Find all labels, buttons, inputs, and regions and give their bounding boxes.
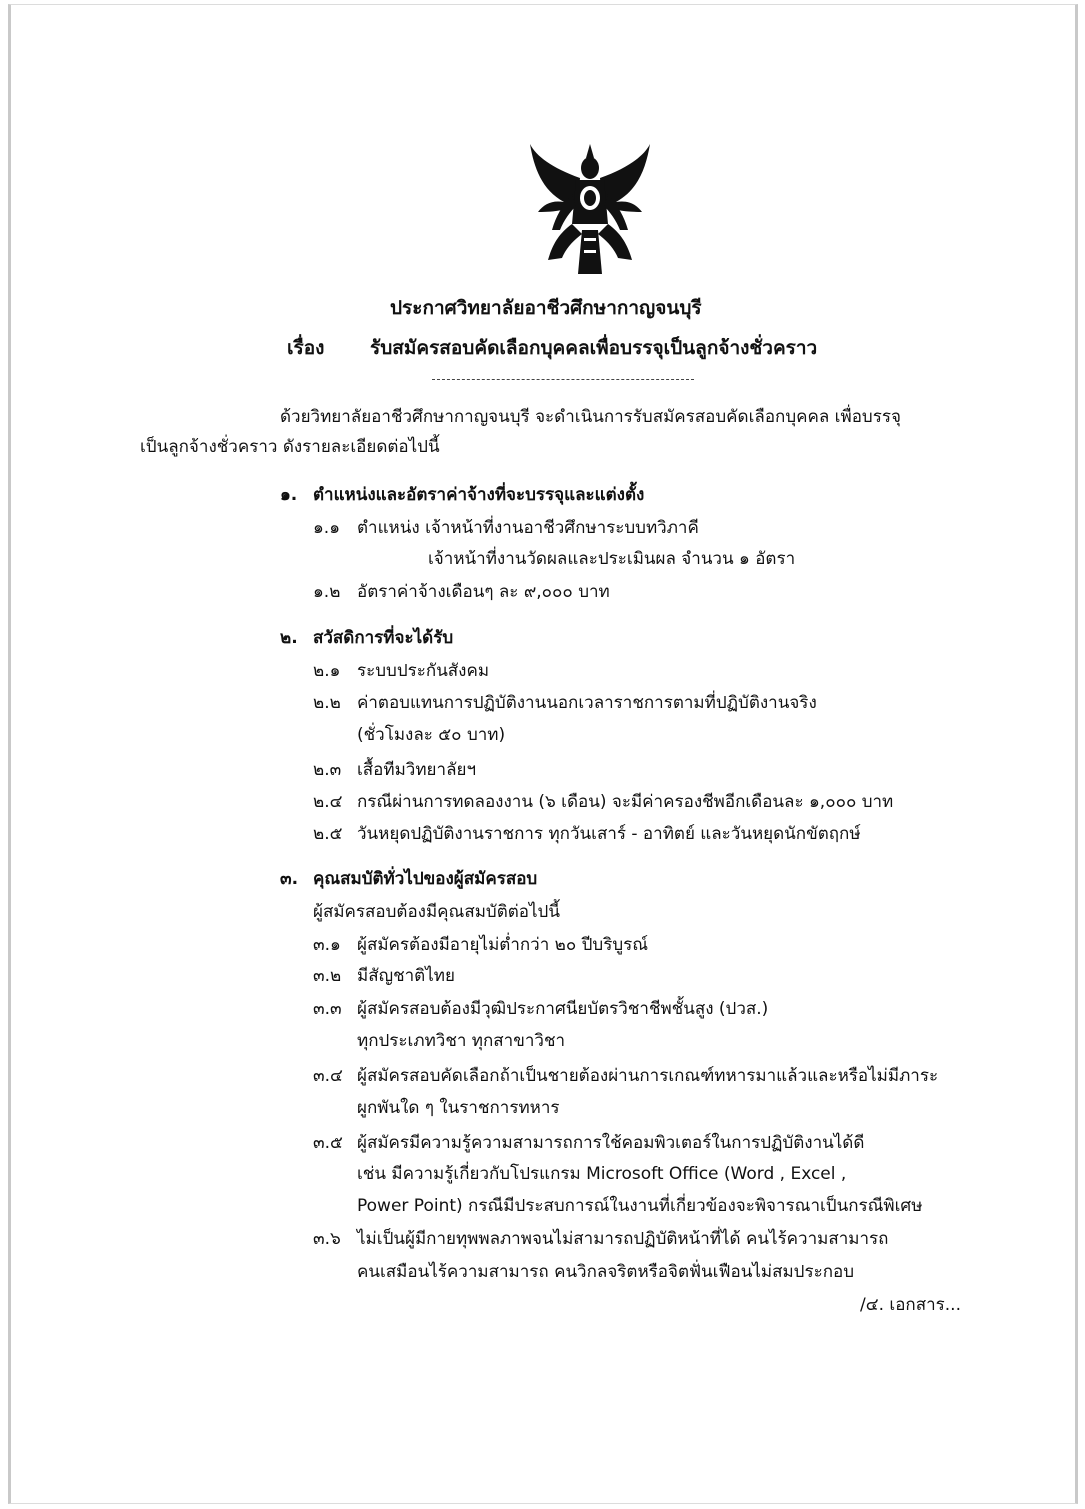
section-2-heading: สวัสดิการที่จะได้รับ [313, 628, 454, 648]
intro-line-1: ด้วยวิทยาลัยอาชีวศึกษากาญจนบุรี จะดำเนินการรับสมัครสอบคัดเลือกบุคคล เพื่อบรรจุ [280, 407, 901, 427]
item-3-2-text: มีสัญชาติไทย [357, 966, 455, 986]
section-1-number: ๑. [280, 485, 298, 505]
title-divider [432, 379, 694, 380]
item-3-6-number: ๓.๖ [313, 1229, 341, 1249]
item-3-5-line-1: ผู้สมัครมีความรู้ความสามารถการใช้คอมพิวเตอร์ในการปฏิบัติงานได้ดี [357, 1133, 865, 1153]
section-3-lead: ผู้สมัครสอบต้องมีคุณสมบัติต่อไปนี้ [313, 902, 560, 922]
section-2-number: ๒. [280, 628, 298, 648]
garuda-emblem-icon [522, 138, 658, 278]
item-2-5-text: วันหยุดปฏิบัติงานราชการ ทุกวันเสาร์ - อาทิตย์ และวันหยุดนักขัตฤกษ์ [357, 824, 861, 844]
item-3-5-line-2: เช่น มีความรู้เกี่ยวกับโปรแกรม Microsoft Office (Word , Excel , [357, 1164, 847, 1184]
item-1-1-line-2: เจ้าหน้าที่งานวัดผลและประเมินผล จำนวน ๑ อัตรา [428, 549, 796, 569]
item-2-3-text: เสื้อทีมวิทยาลัยฯ [357, 760, 476, 780]
item-2-1-text: ระบบประกันสังคม [357, 661, 490, 681]
item-3-5-line-3: Power Point) กรณีมีประสบการณ์ในงานที่เกี่ยวข้องจะพิจารณาเป็นกรณีพิเศษ [357, 1196, 923, 1216]
subject-label: เรื่อง [287, 337, 325, 359]
subject-text: รับสมัครสอบคัดเลือกบุคคลเพื่อบรรจุเป็นลูกจ้างชั่วคราว [370, 337, 818, 359]
section-3-number: ๓. [280, 869, 299, 889]
item-1-2-text: อัตราค่าจ้างเดือนๆ ละ ๙,๐๐๐ บาท [357, 582, 610, 602]
item-2-2-line-1: ค่าตอบแทนการปฏิบัติงานนอกเวลาราชการตามที่ปฏิบัติงานจริง [357, 693, 817, 713]
item-2-2-number: ๒.๒ [313, 693, 341, 713]
item-2-2-line-2: (ชั่วโมงละ ๕๐ บาท) [357, 725, 506, 745]
item-1-1-line-1: ตำแหน่ง เจ้าหน้าที่งานอาชีวศึกษาระบบทวิภาคี [357, 518, 699, 538]
section-1-heading: ตำแหน่งและอัตราค่าจ้างที่จะบรรจุและแต่งตั้ง [313, 485, 645, 505]
item-3-1-text: ผู้สมัครต้องมีอายุไม่ต่ำกว่า ๒๐ ปีบริบูรณ์ [357, 935, 649, 955]
item-1-2-number: ๑.๒ [313, 582, 341, 602]
intro-line-2: เป็นลูกจ้างชั่วคราว ดังรายละเอียดต่อไปนี้ [140, 437, 440, 457]
item-3-6-line-1: ไม่เป็นผู้มีกายทุพพลภาพจนไม่สามารถปฏิบัติหน้าที่ได้ คนไร้ความสามารถ [357, 1229, 889, 1249]
item-3-4-line-1: ผู้สมัครสอบคัดเลือกถ้าเป็นชายต้องผ่านการเกณฑ์ทหารมาแล้วและหรือไม่มีภาระ [357, 1066, 939, 1086]
item-3-2-number: ๓.๒ [313, 966, 342, 986]
item-3-5-number: ๓.๕ [313, 1133, 343, 1153]
document-title: ประกาศวิทยาลัยอาชีวศึกษากาญจนบุรี [390, 297, 702, 319]
item-2-5-number: ๒.๕ [313, 824, 343, 844]
item-1-1-number: ๑.๑ [313, 518, 340, 538]
item-3-4-line-2: ผูกพันใด ๆ ในราชการทหาร [357, 1098, 560, 1118]
item-3-3-line-2: ทุกประเภทวิชา ทุกสาขาวิชา [357, 1031, 566, 1051]
item-2-4-number: ๒.๔ [313, 792, 343, 812]
item-2-1-number: ๒.๑ [313, 661, 341, 681]
item-2-4-text: กรณีผ่านการทดลองงาน (๖ เดือน) จะมีค่าครองชีพอีกเดือนละ ๑,๐๐๐ บาท [357, 792, 894, 812]
continuation-note: /๔. เอกสาร... [860, 1295, 961, 1315]
item-3-3-number: ๓.๓ [313, 999, 342, 1019]
item-3-4-number: ๓.๔ [313, 1066, 343, 1086]
item-2-3-number: ๒.๓ [313, 760, 342, 780]
item-3-3-line-1: ผู้สมัครสอบต้องมีวุฒิประกาศนียบัตรวิชาชีพชั้นสูง (ปวส.) [357, 999, 769, 1019]
section-3-heading: คุณสมบัติทั่วไปของผู้สมัครสอบ [313, 869, 538, 889]
item-3-6-line-2: คนเสมือนไร้ความสามารถ คนวิกลจริตหรือจิตฟั่นเฟือนไม่สมประกอบ [357, 1262, 855, 1282]
item-3-1-number: ๓.๑ [313, 935, 341, 955]
